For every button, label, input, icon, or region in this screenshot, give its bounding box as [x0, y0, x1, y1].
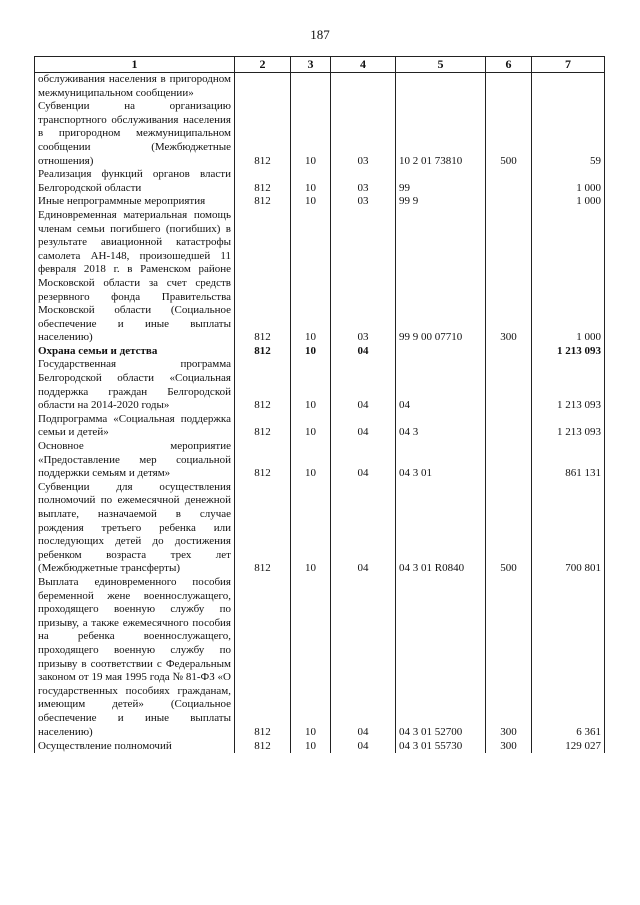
row-expense-type: 300	[486, 209, 532, 345]
row-subsection-code: 04	[331, 481, 396, 576]
row-ministry-code: 812	[235, 576, 291, 739]
row-expense-type	[486, 195, 532, 209]
row-amount: 1 000	[532, 168, 605, 195]
row-expense-type	[486, 345, 532, 359]
row-subsection-code: 03	[331, 209, 396, 345]
table-body	[35, 73, 605, 754]
row-section-code: 10	[291, 481, 331, 576]
row-expense-type	[486, 413, 532, 440]
row-ministry-code: 812	[235, 440, 291, 481]
row-description: обслуживания населения в пригородном межмуниципальном сообщении»	[35, 73, 235, 101]
row-target-code: 04 3 01 55730	[396, 739, 486, 753]
row-expense-type	[486, 358, 532, 412]
row-expense-type: 500	[486, 100, 532, 168]
row-ministry-code: 812	[235, 195, 291, 209]
row-ministry-code: 812	[235, 345, 291, 359]
row-amount: 59	[532, 100, 605, 168]
row-ministry-code: 812	[235, 209, 291, 345]
row-subsection-code: 03	[331, 100, 396, 168]
row-target-code: 99	[396, 168, 486, 195]
row-amount	[532, 73, 605, 101]
row-description: Подпрограмма «Социальная поддержка семьи и детей»	[35, 413, 235, 440]
budget-table	[34, 56, 605, 753]
row-target-code	[396, 345, 486, 359]
row-section-code: 10	[291, 100, 331, 168]
row-section-code: 10	[291, 576, 331, 739]
row-expense-type: 300	[486, 576, 532, 739]
row-target-code: 04	[396, 358, 486, 412]
row-section-code: 10	[291, 739, 331, 753]
row-subsection-code: 04	[331, 739, 396, 753]
row-subsection-code: 04	[331, 345, 396, 359]
row-description: Основное мероприятие «Предоставление мер социальной поддержки семьям и детям»	[35, 440, 235, 481]
row-section-code: 10	[291, 358, 331, 412]
row-amount: 700 801	[532, 481, 605, 576]
row-target-code: 04 3 01 52700	[396, 576, 486, 739]
row-expense-type: 500	[486, 481, 532, 576]
row-subsection-code: 03	[331, 195, 396, 209]
row-subsection-code	[331, 73, 396, 101]
row-description: Субвенции для осуществления полномочий по ежемесячной денежной выплате, назначаемой в случае рождения третьего ребенка или последующих детей до достижения ребенком возраста трех лет (Межбюджетные трансферты)	[35, 481, 235, 576]
row-amount: 1 213 093	[532, 358, 605, 412]
row-ministry-code	[235, 73, 291, 101]
row-expense-type	[486, 73, 532, 101]
row-amount: 1 213 093	[532, 345, 605, 359]
row-description: Государственная программа Белгородской области «Социальная поддержка граждан Белгородской области на 2014-2020 годы»	[35, 358, 235, 412]
header-col-5: 5	[396, 57, 486, 73]
row-description: Субвенции на организацию транспортного обслуживания населения в пригородном межмуниципальном сообщении (Межбюджетные отношения)	[35, 100, 235, 168]
row-target-code: 99 9	[396, 195, 486, 209]
table-row	[35, 440, 605, 481]
row-ministry-code: 812	[235, 739, 291, 753]
table-row	[35, 413, 605, 440]
row-subsection-code: 03	[331, 168, 396, 195]
row-description: Осуществление полномочий	[35, 739, 235, 753]
table-row	[35, 345, 605, 359]
row-section-code: 10	[291, 345, 331, 359]
row-expense-type	[486, 440, 532, 481]
row-ministry-code: 812	[235, 168, 291, 195]
header-col-2: 2	[235, 57, 291, 73]
row-target-code: 04 3 01	[396, 440, 486, 481]
row-description: Выплата единовременного пособия беременной жене военнослужащего, проходящего военную службу по призыву, а также ежемесячного пособия на ребенка военнослужащего, проходящего военную службу по призыву в соответствии с Федеральным законом от 19 мая 1995 года № 81-ФЗ «О государственных пособиях гражданам, имеющим детей» (Социальное обеспечение и иные выплаты населению)	[35, 576, 235, 739]
table-row	[35, 576, 605, 739]
row-subsection-code: 04	[331, 440, 396, 481]
row-amount: 1 213 093	[532, 413, 605, 440]
row-description: Единовременная материальная помощь членам семьи погибшего (погибших) в результате авиационной катастрофы самолета АН-148, произошедшей 11 февраля 2018 г. в Раменском районе Московской области за счет средств резервного фонда Правительства Московской области (Социальное обеспечение и иные выплаты населению)	[35, 209, 235, 345]
row-section-code: 10	[291, 168, 331, 195]
row-expense-type	[486, 168, 532, 195]
row-ministry-code: 812	[235, 358, 291, 412]
row-description: Иные непрограммные мероприятия	[35, 195, 235, 209]
row-amount: 1 000	[532, 209, 605, 345]
header-col-7: 7	[532, 57, 605, 73]
row-amount: 1 000	[532, 195, 605, 209]
table-row	[35, 195, 605, 209]
row-amount: 6 361	[532, 576, 605, 739]
row-subsection-code: 04	[331, 358, 396, 412]
table-row	[35, 739, 605, 753]
row-target-code: 99 9 00 07710	[396, 209, 486, 345]
row-section-code: 10	[291, 209, 331, 345]
row-ministry-code: 812	[235, 481, 291, 576]
table-row	[35, 209, 605, 345]
table-row	[35, 481, 605, 576]
header-col-6: 6	[486, 57, 532, 73]
row-description: Реализация функций органов власти Белгородской области	[35, 168, 235, 195]
header-col-3: 3	[291, 57, 331, 73]
header-col-1: 1	[35, 57, 235, 73]
table-row	[35, 73, 605, 101]
header-col-4: 4	[331, 57, 396, 73]
row-amount: 129 027	[532, 739, 605, 753]
table-row	[35, 168, 605, 195]
page-number: 187	[310, 27, 330, 42]
row-target-code: 04 3 01 R0840	[396, 481, 486, 576]
row-target-code	[396, 73, 486, 101]
header-row	[35, 57, 605, 73]
row-expense-type: 300	[486, 739, 532, 753]
row-description: Охрана семьи и детства	[35, 345, 235, 359]
row-section-code	[291, 73, 331, 101]
row-amount: 861 131	[532, 440, 605, 481]
row-ministry-code: 812	[235, 100, 291, 168]
row-ministry-code: 812	[235, 413, 291, 440]
row-target-code: 04 3	[396, 413, 486, 440]
row-subsection-code: 04	[331, 576, 396, 739]
table-row	[35, 358, 605, 412]
row-section-code: 10	[291, 195, 331, 209]
row-section-code: 10	[291, 413, 331, 440]
row-subsection-code: 04	[331, 413, 396, 440]
table-row	[35, 100, 605, 168]
row-section-code: 10	[291, 440, 331, 481]
row-target-code: 10 2 01 73810	[396, 100, 486, 168]
